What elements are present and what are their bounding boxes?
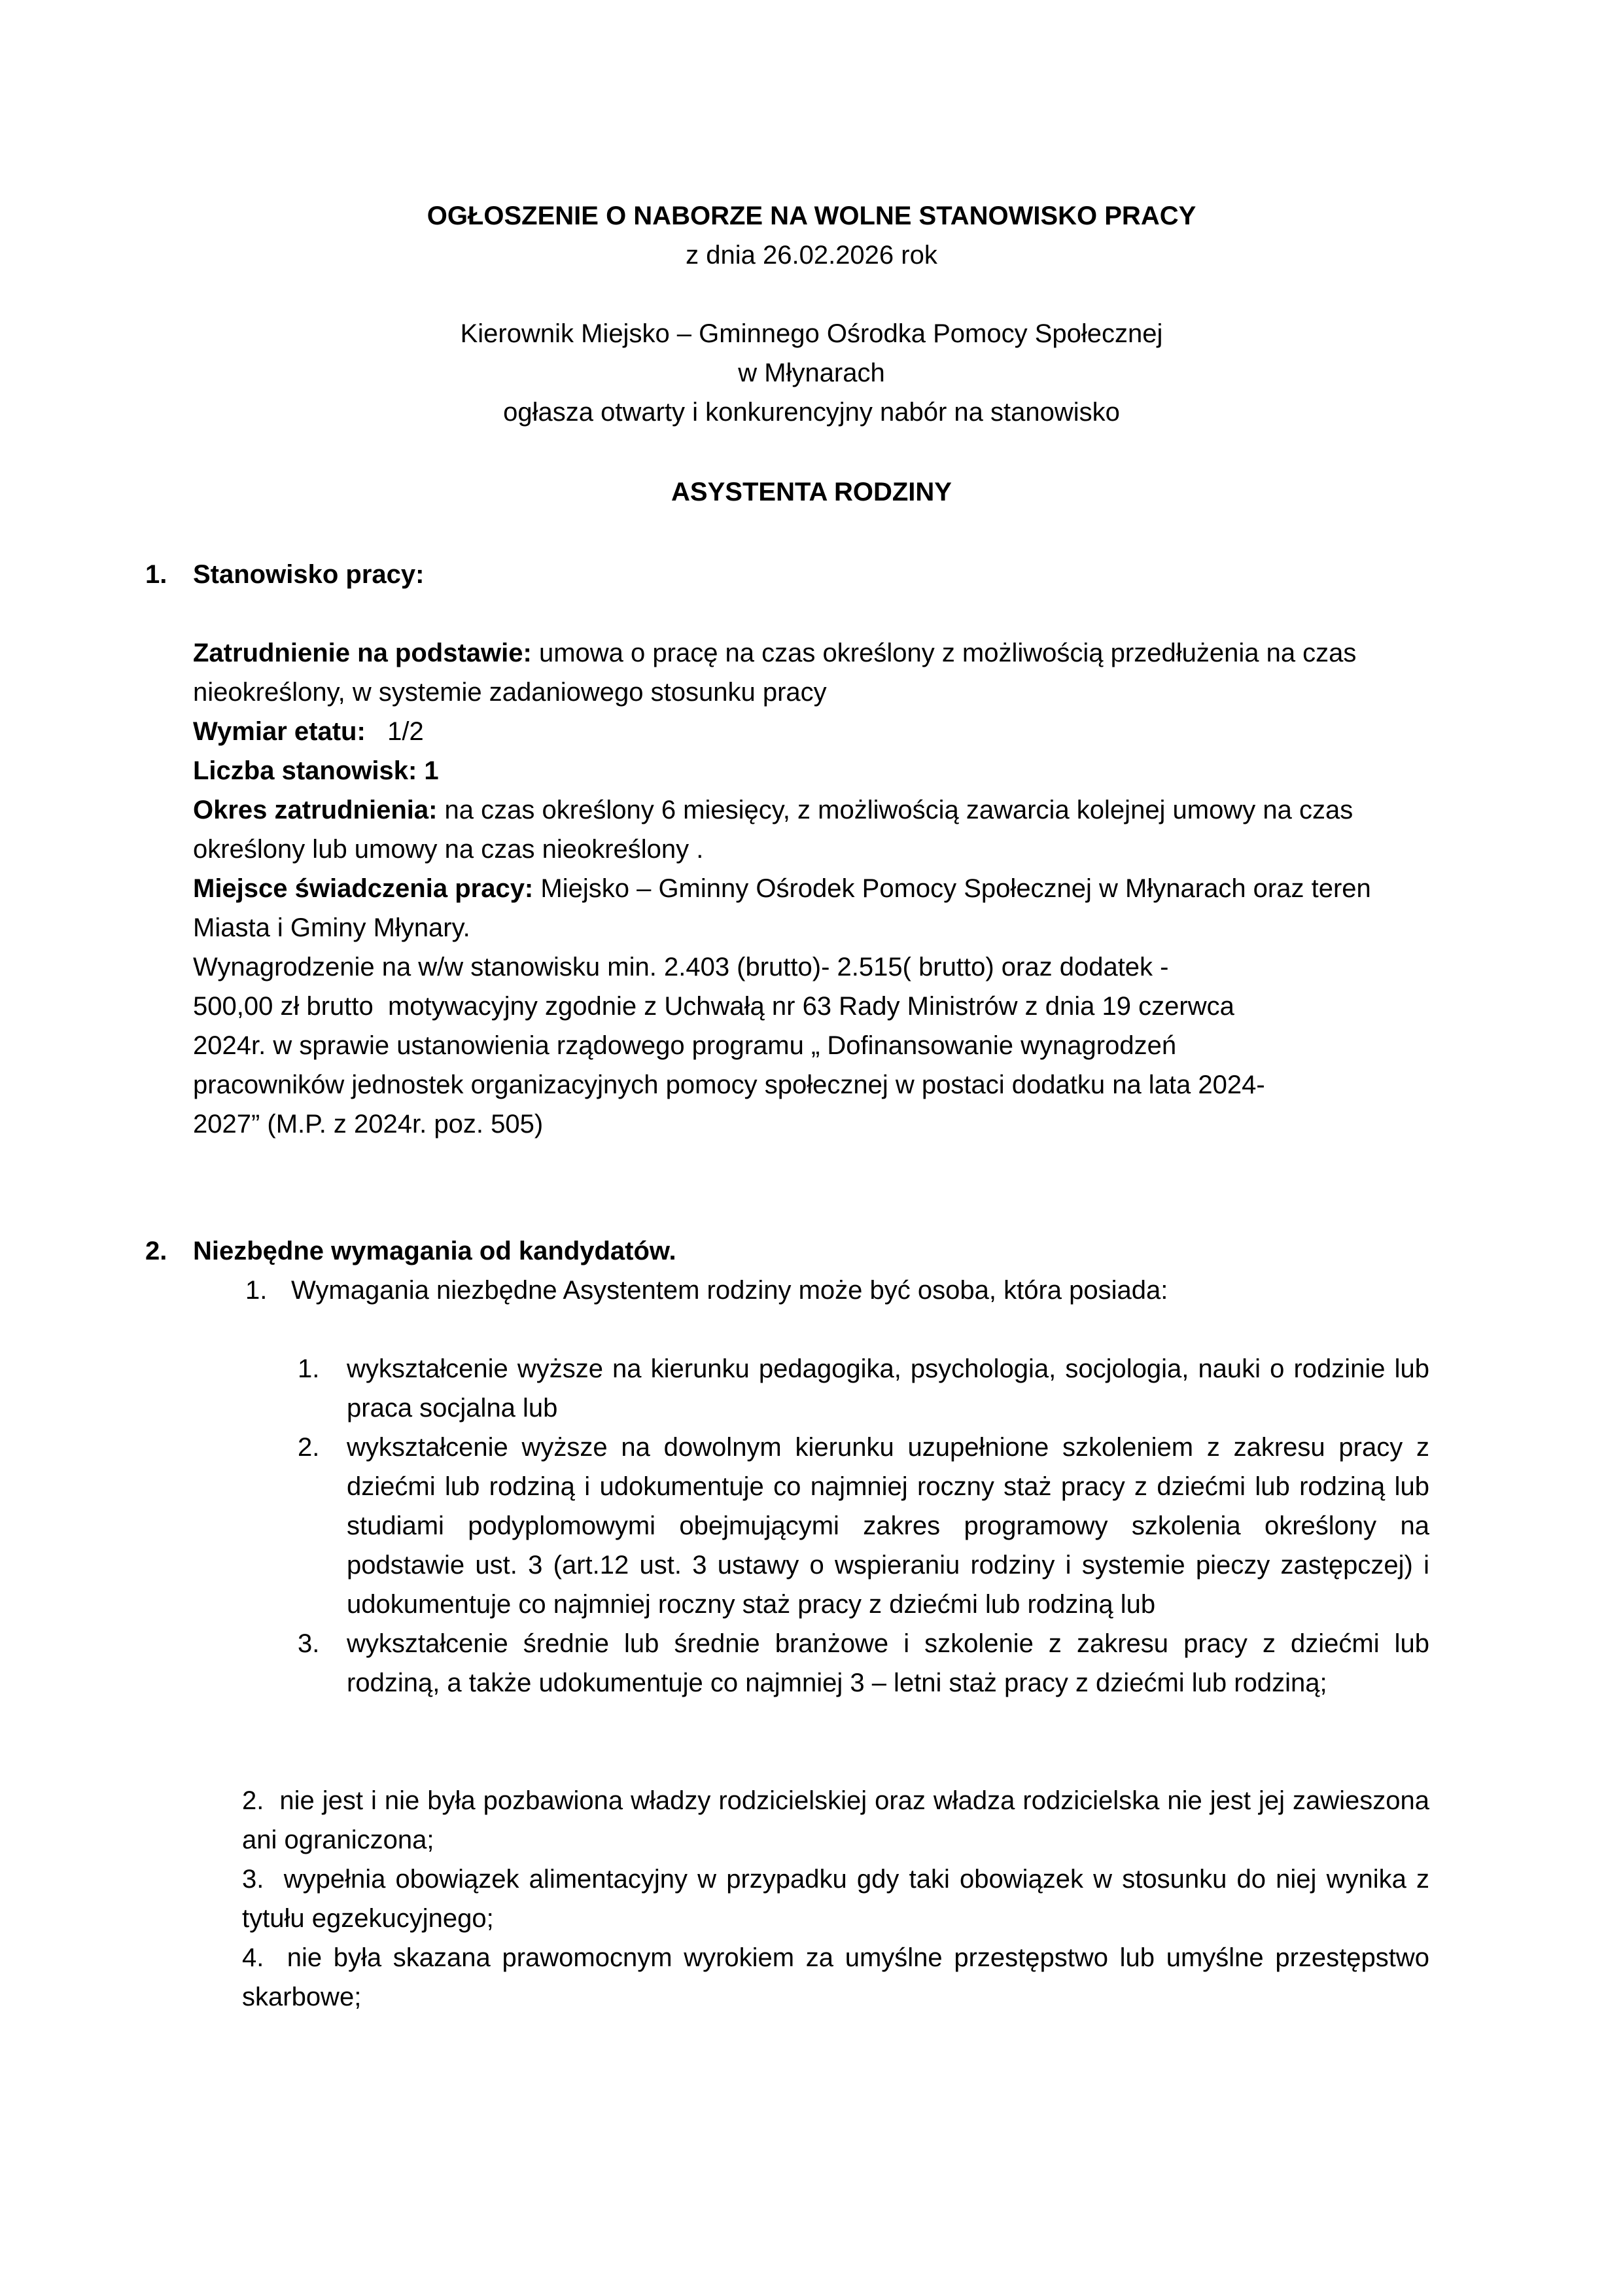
announcement-line: ogłasza otwarty i konkurencyjny nabór na stanowisko — [503, 398, 1120, 427]
section-1-fields — [193, 633, 1433, 1144]
field-value: na czas określony 6 miesięcy, z możliwością zawarcia kolejnej umowy na czas określony lub umowy na czas nieokreślony . — [193, 796, 1353, 864]
field-value: 1/2 — [365, 717, 424, 746]
requirements-intro: Wymagania niezbędne Asystentem rodziny może być osoba, która posiada: — [291, 1276, 1168, 1305]
requirement-number: 4. — [242, 1943, 264, 1972]
education-option — [298, 1428, 1429, 1624]
option-number: 3. — [298, 1629, 320, 1658]
requirement-text: nie jest i nie była pozbawiona władzy rodzicielskiej oraz władza rodzicielska nie jest jej zawieszona ani ograniczona; — [242, 1786, 1429, 1854]
option-text: wykształcenie średnie lub średnie branżowe i szkolenie z zakresu pracy z dziećmi lub rodziną, a także udokumentuje co najmniej 3 – letni staż pracy z dziećmi lub rodziną; — [347, 1629, 1429, 1697]
requirement-text: nie była skazana prawomocnym wyrokiem za umyślne przestępstwo lub umyślne przestępstwo skarbowe; — [242, 1943, 1429, 2011]
option-number: 2. — [298, 1433, 320, 1462]
document-title: OGŁOSZENIE O NABORZE NA WOLNE STANOWISKO PRACY — [427, 202, 1196, 230]
section-1-heading: Stanowisko pracy: — [193, 560, 425, 589]
option-number: 1. — [298, 1354, 320, 1383]
field-positions-count — [193, 751, 1433, 790]
field-value: Miejsko – Gminny Ośrodek Pomocy Społecznej w Młynarach oraz teren Miasta i Gminy Młynary. — [193, 874, 1371, 942]
field-label: Miejsce świadczenia pracy: — [193, 874, 534, 903]
field-label: Okres zatrudnienia: — [193, 796, 438, 824]
salary-line: 2024r. w sprawie ustanowienia rządowego programu „ Dofinansowanie wynagrodzeń — [193, 1031, 1177, 1060]
requirement-number: 2. — [242, 1786, 264, 1815]
education-option — [298, 1349, 1429, 1428]
document-date: z dnia 26.02.2026 rok — [686, 241, 937, 270]
requirement-number: 3. — [242, 1865, 264, 1894]
option-text: wykształcenie wyższe na kierunku pedagogika, psychologia, socjologia, nauki o rodzinie lub praca socjalna lub — [347, 1354, 1429, 1422]
field-label: Zatrudnienie na podstawie: — [193, 639, 532, 667]
issuer-line-1: Kierownik Miejsko – Gminnego Ośrodka Pomocy Społecznej — [460, 319, 1163, 348]
field-label: Liczba stanowisk: 1 — [193, 756, 439, 785]
salary-line: Wynagrodzenie na w/w stanowisku min. 2.403 (brutto)- 2.515( brutto) oraz dodatek - — [193, 953, 1169, 981]
salary-line: 2027” (M.P. z 2024r. poz. 505) — [193, 1110, 544, 1139]
salary-paragraph — [193, 947, 1433, 1144]
field-workplace — [193, 869, 1433, 947]
requirement-item — [242, 1860, 1429, 1938]
requirement-item — [242, 1938, 1429, 2017]
field-value: umowa o pracę na czas określony z możliwością przedłużenia na czas nieokreślony, w systemie zadaniowego stosunku pracy — [193, 639, 1357, 707]
field-label: Wymiar etatu: — [193, 717, 366, 746]
issuer-line-2: w Młynarach — [738, 359, 885, 387]
salary-line: 500,00 zł brutto motywacyjny zgodnie z Uchwałą nr 63 Rady Ministrów z dnia 19 czerwca — [193, 992, 1234, 1021]
education-option — [298, 1624, 1429, 1703]
field-employment-period — [193, 790, 1433, 869]
section-2-number: 2. — [145, 1237, 167, 1265]
requirements-list — [242, 1781, 1429, 2017]
section-2-heading: Niezbędne wymagania od kandydatów. — [193, 1237, 676, 1265]
requirements-intro-number: 1. — [245, 1276, 268, 1305]
education-options-list — [298, 1349, 1429, 1703]
position-title: ASYSTENTA RODZINY — [671, 478, 952, 506]
requirement-text: wypełnia obowiązek alimentacyjny w przypadku gdy taki obowiązek w stosunku do niej wynika z tytułu egzekucyjnego; — [242, 1865, 1429, 1933]
field-fte — [193, 712, 1433, 751]
option-text: wykształcenie wyższe na dowolnym kierunku uzupełnione szkoleniem z zakresu pracy z dziećmi lub rodziną i udokumentuje co najmniej roczny staż pracy z dziećmi lub rodziną lub studiami podyplomowymi obejmującymi zakres programowy szkolenia określony na podstawie ust. 3 (art.12 ust. 3 ustawy o wspieraniu rodziny i systemie pieczy zastępczej) i udokumentuje co najmniej roczny staż pracy z dziećmi lub rodziną lub — [347, 1433, 1429, 1619]
requirement-item — [242, 1781, 1429, 1860]
salary-line: pracowników jednostek organizacyjnych pomocy społecznej w postaci dodatku na lata 2024- — [193, 1070, 1265, 1099]
section-1-number: 1. — [145, 560, 167, 589]
field-employment-basis — [193, 633, 1433, 712]
